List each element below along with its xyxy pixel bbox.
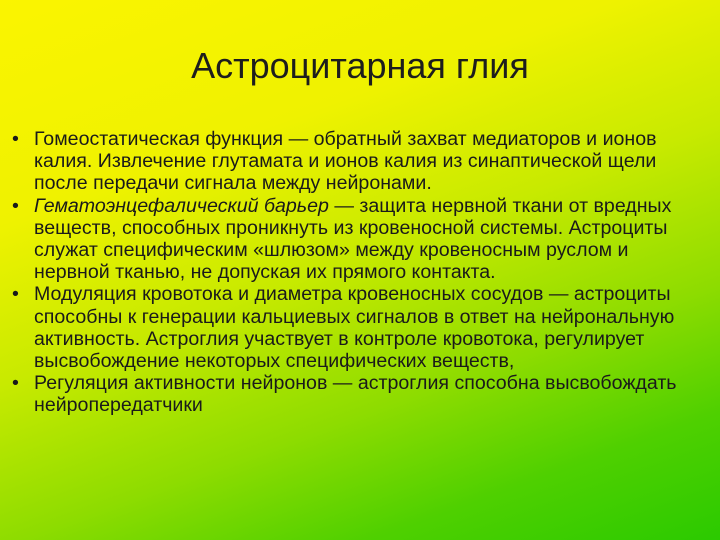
bullet-text: Гомеостатическая функция — обратный захват медиаторов и ионов калия. Извлечение глутамата и ионов калия из синаптической щели после передачи сигнала между нейронами. bbox=[34, 128, 657, 195]
bullet-mark: • bbox=[12, 372, 19, 395]
bullet-mark: • bbox=[12, 128, 19, 150]
bullet-mark: • bbox=[12, 194, 19, 217]
slide-title: Астроцитарная глия bbox=[191, 45, 529, 86]
bullet-item-blood-flow bbox=[12, 283, 708, 372]
bullet-mark: • bbox=[12, 283, 19, 306]
bullet-item-neuron-regulation bbox=[12, 372, 708, 416]
bullet-emphasis: Гематоэнцефалический барьер bbox=[34, 194, 329, 217]
bullet-item-blood-brain-barrier bbox=[12, 195, 708, 284]
bullet-item-homeostatic bbox=[12, 128, 708, 195]
bullet-list bbox=[12, 128, 708, 417]
bullet-text: Регуляция активности нейронов — астроглия способна высвобождать нейропередатчики bbox=[34, 372, 677, 417]
bullet-text: Модуляция кровотока и диаметра кровеносных сосудов — астроциты способны к генерации кальциевых сигналов в ответ на нейрональную активность. Астроглия участвует в контроле кровотока, регулирует высвобождение некоторых специфических веществ, bbox=[34, 283, 675, 373]
bullet-text: — защита нервной ткани от вредных веществ, способных проникнуть из кровеносной системы. Астроциты служат специфическим «шлюзом» между кровеносным руслом и нервной тканью, не допуская их прямого контакта. bbox=[34, 194, 672, 284]
